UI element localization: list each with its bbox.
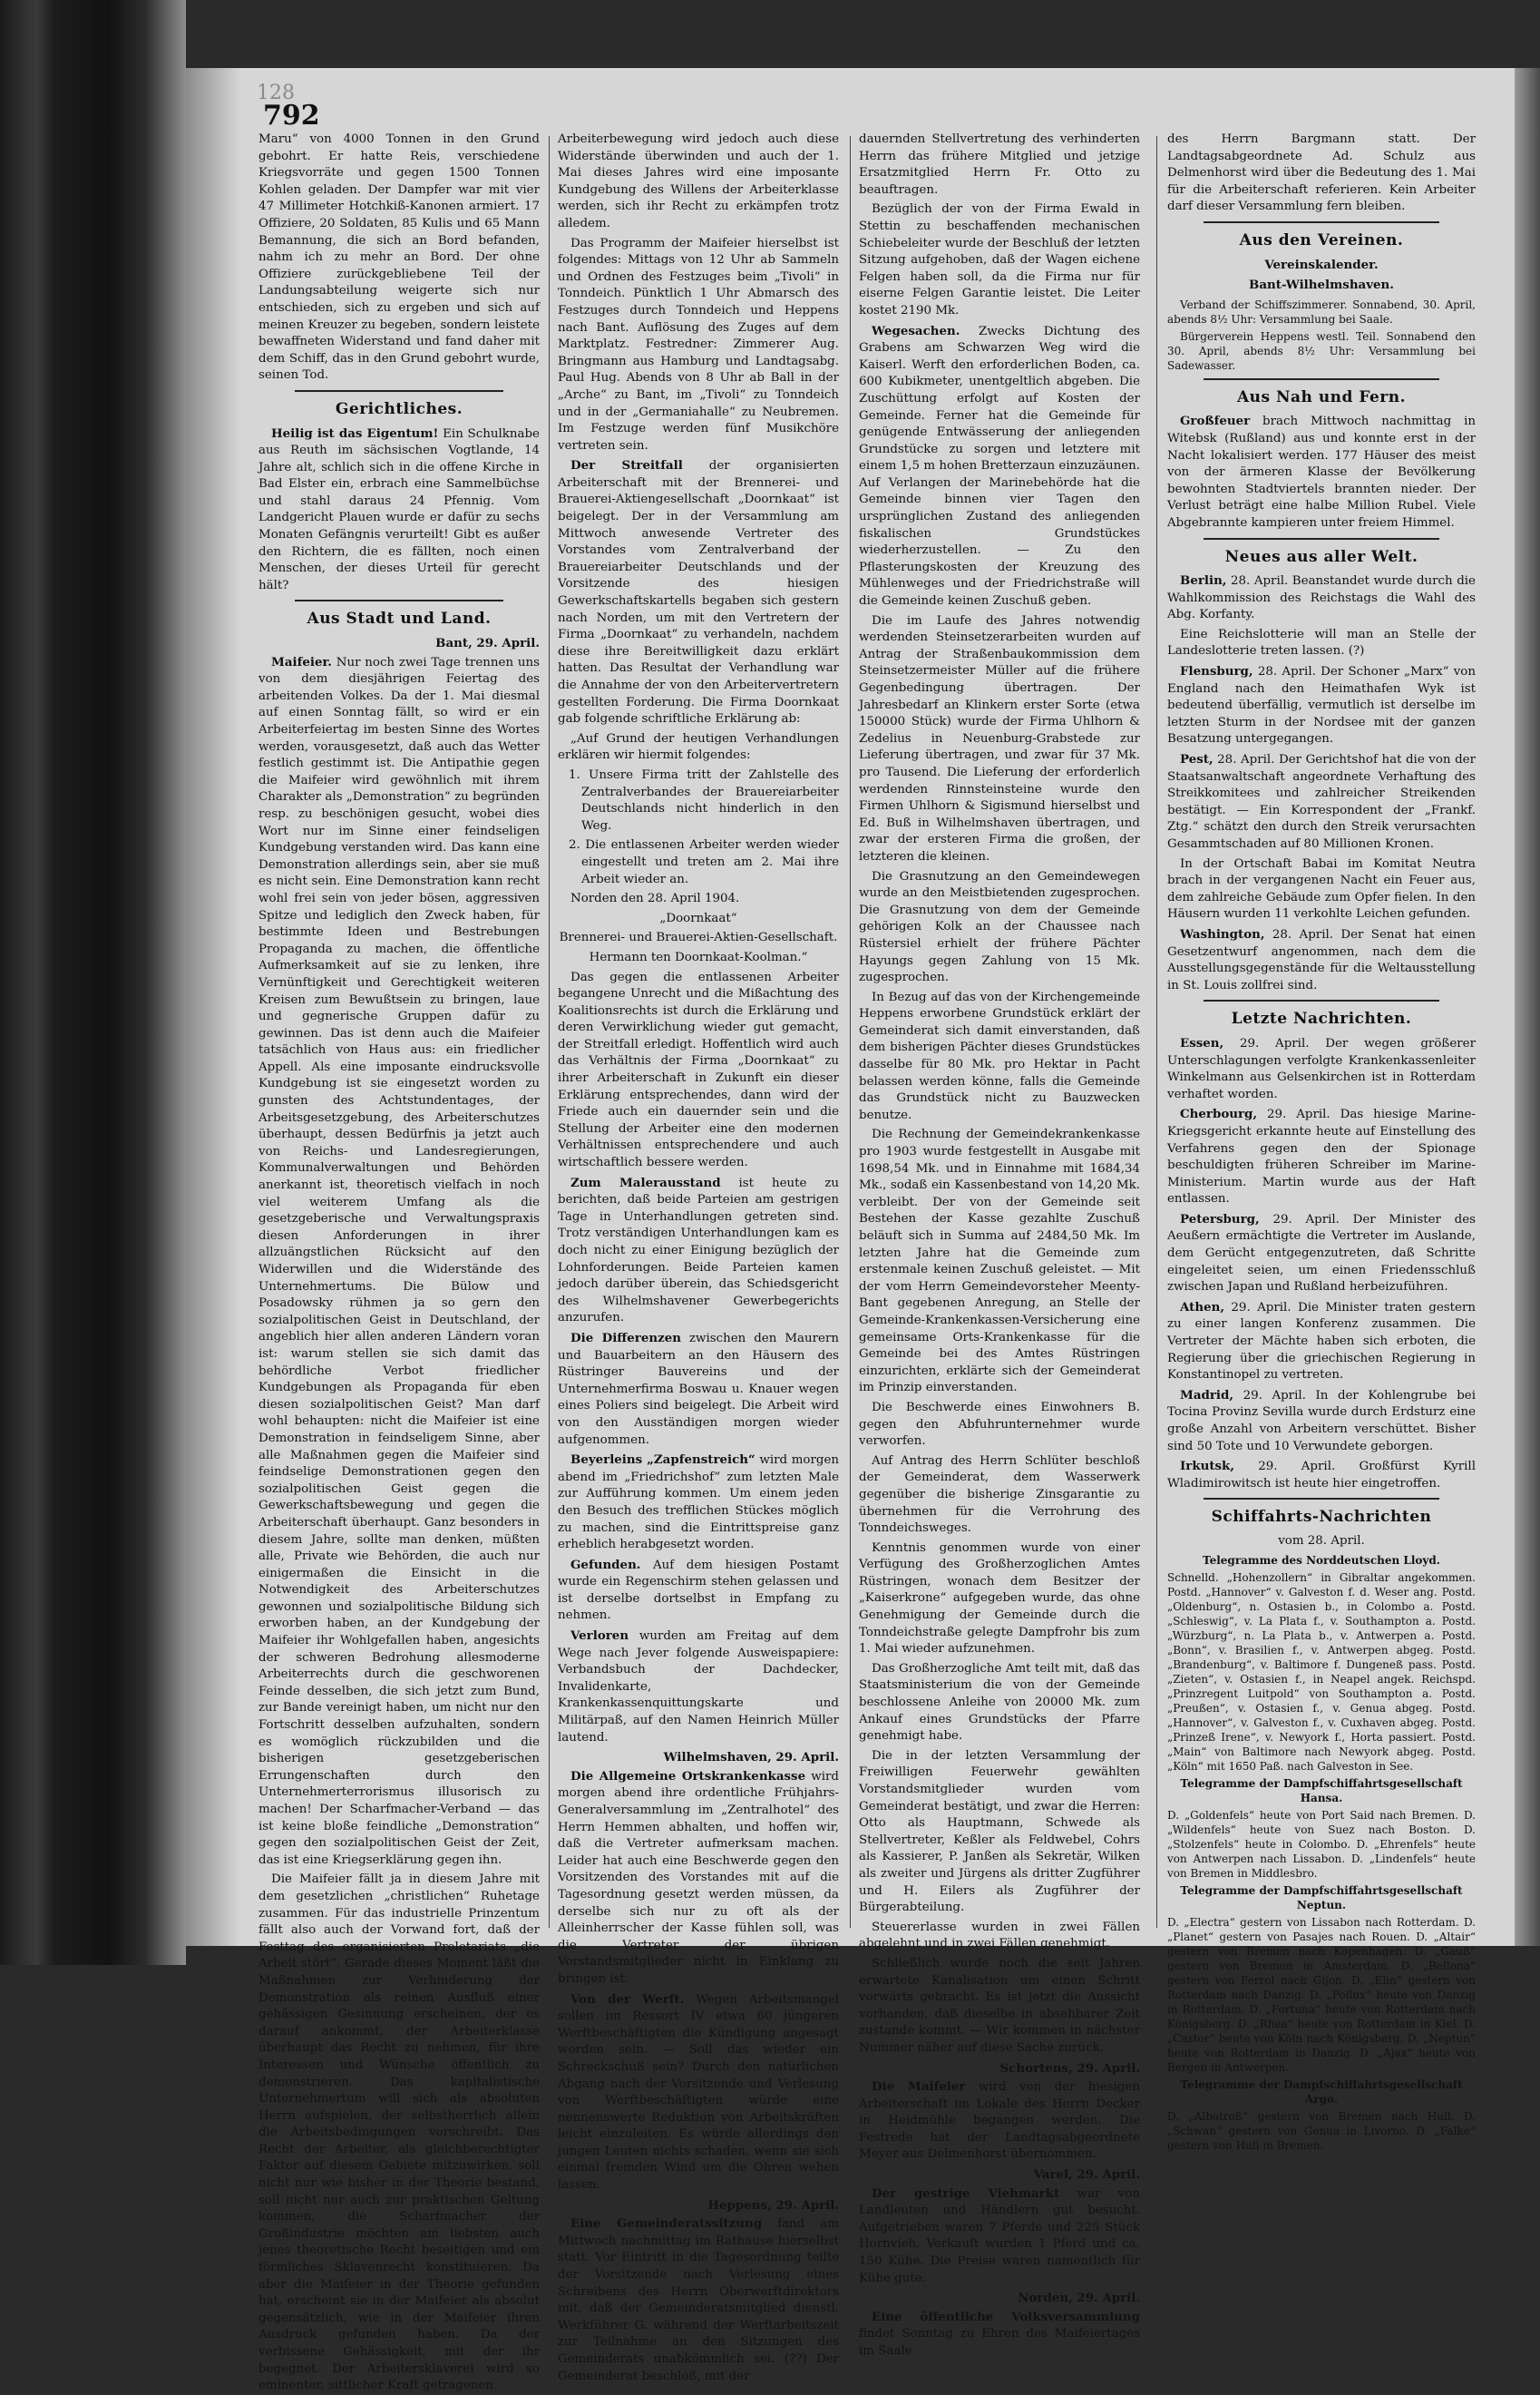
article-lead: Irkutsk,	[1180, 1459, 1234, 1474]
article-paragraph	[859, 323, 1140, 611]
article-text: 28. April. Der Gerichtshof hat die von der Staatsanwaltschaft angeordnete Verhaftung des Streikkomitees und zahlreicher Streikenden bestätigt. — Ein Korrespondent der „Frankf. Ztg.“ schätzt den durch den Streik verursachten Gesammtschaden auf 80 Millionen Kronen.	[1167, 753, 1476, 851]
article-paragraph	[558, 457, 839, 728]
article-lead: Verloren	[570, 1628, 629, 1644]
telegram-heading	[1167, 1553, 1476, 1568]
column-rule	[549, 136, 550, 1928]
article-paragraph	[1167, 572, 1476, 624]
sub-heading-text: Vereinskalender.	[1264, 257, 1379, 272]
article-paragraph	[1167, 1106, 1476, 1208]
telegram-heading-text: Telegramme der Dampfschiffahrtsgesellschaft Neptun.	[1180, 1883, 1463, 1911]
article-lead: Die Allgemeine Ortskrankenkasse	[570, 1768, 806, 1784]
divider	[295, 600, 503, 601]
list-item: 1. Unsere Firma tritt der Zahlstelle des Zentralverbandes der Brauereiarbeiter Deutschlands nicht hinderlich in den Weg.	[569, 767, 839, 833]
article-lead: Flensburg,	[1180, 664, 1253, 679]
article-lead: Maifeier.	[271, 654, 332, 670]
section-heading: Aus Stadt und Land.	[307, 610, 492, 629]
quote-text: „Auf Grund der heutigen Verhandlungen erklären wir hiermit folgendes:	[558, 731, 839, 763]
article-paragraph	[1167, 1458, 1476, 1492]
signature-date: Norden den 28. April 1904.	[570, 892, 740, 906]
article-paragraph: Die Beschwerde eines Einwohners B. gegen den Abfuhrunternehmer wurde verworfen.	[859, 1400, 1140, 1449]
article-paragraph	[1167, 1035, 1476, 1103]
shipping-list: Schnelld. „Hohenzollern“ in Gibraltar angekommen. Postd. „Hannover“ v. Galveston f. d. Weser ang. Postd. „Oldenburg“, n. Ostasien b., in Colombo a. Postd. „Schleswig“, v. La Plata f., v. Southampton a. Postd. „Würzburg“, n. La Plata b., v. Antwerpen a. Postd. „Bonn“, v. Brasilien f., v. Antwerpen abgeg. Postd. „Brandenburg“, v. Baltimore f. Dungeneß pass. Postd. „Zieten“, v. Ostasien f., in Neapel angek. Reichspd. „Prinzregent Luitpold“ von Southampton a. Postd. „Preußen“, v. Ostasien f., v. Genua abgeg. Postd. „Hannover“, v. Galveston f., v. Cuxhaven abgeg. Postd. „Prinzeß Irene“, v. Newyork f., Horta passiert. Postd. „Main“ von Baltimore nach Newyork abgeg. Postd. „Köln“ mit 1650 Paß. nach Galveston in See.	[1167, 1570, 1476, 1773]
dateline: Bant, 29. April.	[435, 636, 540, 651]
article-text: war von Landleuten und Händlern gut besucht. Aufgetrieben waren 7 Pferde und 225 Stück Hornvieh. Verkauft wurden 1 Pferd und ca. 150 Kühe. Die Preise waren namentlich für Kühe gute.	[859, 2186, 1140, 2285]
article-paragraph	[1167, 413, 1476, 532]
article-text: wird morgen abend ihre ordentliche Frühjahrs-Generalversammlung im „Zentralhotel“ des Herrn Hemmen abhalten, und hoffen wir, daß die Vertreter aufmerksam machen. Leider hat auch eine Beschwerde gegen den Vorsitzenden des Vorstandes mit auf die Tagesordnung gesetzt werden müssen, da derselbe sich nur zu oft als der Alleinherrscher der Kasse fühlen soll, was die Vertreter der übrigen Vorstandsmitglieder nicht in Einklang zu bringen ist.	[558, 1769, 839, 1986]
shipping-list: D. „Goldenfels“ heute von Port Said nach Bremen. D. „Wildenfels“ heute von Suez nach Boston. D. „Stolzenfels“ heute in Colombo. D. „Ehrenfels“ heute von Antwerpen nach Lissabon. D. „Lindenfels“ heute von Bremen in Middlesbro.	[1167, 1808, 1476, 1880]
article-paragraph: Die Rechnung der Gemeindekrankenkasse pro 1903 wurde festgestellt in Ausgabe mit 1698,54 Mk. und in Einnahme mit 1684,34 Mk., sodaß ein Kassenbestand von 14,20 Mk. verbleibt. Der von der Gemeinde seit Bestehen der Kasse gezahlte Zuschuß beläuft sich in Summa auf 2484,50 Mk. Im letzten Jahre hat die Gemeinde zum erstenmale keinen Zuschuß geleistet. — Mit der vom Herrn Gemeindevorsteher Meenty-Bant gegebenen Anregung, an Stelle der Gemeinde-Krankenkassen-Versicherung eine gemeinsame Orts-Krankenkasse für die Gemeinde bei des Amtes Rüstringen einzurichten, erklärte sich der Gemeinderat im Prinzip einverstanden.	[859, 1128, 1140, 1395]
article-paragraph	[258, 654, 540, 1870]
article-lead: Eine Gemeinderatssitzung	[570, 2216, 763, 2232]
article-text: wurden am Freitag auf dem Wege nach Jever folgende Ausweispapiere: Verbandsbuch der Dachdecker, Invalidenkarte, Krankenkassenquittungskarte und Militärpaß, auf den Namen Heinrich Müller lautend.	[558, 1629, 839, 1745]
article-text: findet Sonntag zu Ehren des Maifeiertages im Saale	[859, 2327, 1140, 2358]
article-paragraph	[558, 1330, 839, 1449]
column-4	[1167, 132, 1476, 2152]
section-heading: Gerichtliches.	[335, 399, 463, 418]
article-paragraph	[1167, 926, 1476, 994]
article-text: 28. April. Der Senat hat einen Gesetzentwurf angenommen, nach dem die Ausstellungsgegenstände für die Weltausstellung in St. Louis zollfrei sind.	[1167, 927, 1476, 992]
article-paragraph: Das gegen die entlassenen Arbeiter begangene Unrecht und die Mißachtung des Koalitionsrechts ist durch die Erklärung und deren Verwirklichung wieder gut gemacht, der Streitfall erledigt. Hoffentlich wird auch das Verhältnis der Firma „Doornkaat“ zu ihrer Arbeiterschaft in Zukunft ein dieser Erklärung entsprechendes, dann wird der Friede auch ein dauernder sein und die Stellung der Arbeiter eine den modernen Verhältnissen entsprechendere und auch wirtschaftlich bessere werden.	[558, 970, 839, 1170]
club-notice: Bürgerverein Heppens westl. Teil. Sonnabend den 30. April, abends 8½ Uhr: Versammlung bei Sadewasser.	[1167, 329, 1476, 372]
article-paragraph	[558, 2215, 839, 2385]
newspaper-page	[186, 68, 1515, 2393]
article-paragraph	[859, 2309, 1140, 2361]
article-text: Auf dem hiesigen Postamt wurde ein Regenschirm stehen gelassen und ist derselbe dortselbst in Empfang zu nehmen.	[558, 1558, 839, 1623]
article-text: der organisierten Arbeiterschaft mit der Brennerei- und Brauerei-Aktiengesellschaft „Doornkaat“ ist beigelegt. Der in der Versammlung am Mittwoch anwesende Vertreter des Vorstandes vom Zentralverband der Brauereiarbeiter Deutschlands und der Vorsitzende des hiesigen Gewerkschaftskartells begaben sich gestern nach Norden, um mit den Vertretern der Firma „Doornkaat“ zu verhandeln, nachdem diese ihre Bereitwilligkeit dazu erklärt hatten. Das Resultat der Verhandlung war die Annahme der von den Arbeitervertretern gestellten Forderung. Die Firma Doornkaat gab folgende schriftliche Erklärung ab:	[558, 459, 839, 727]
article-text: wird von der hiesigen Arbeiterschaft im Lokale des Herrn Decker in Heidmühle begangen werden. Die Festrede hat der Landtagsabgeordnete Meyer aus Delmenhorst übernommen.	[859, 2080, 1140, 2162]
club-notice: Verband der Schiffszimmerer. Sonnabend, 30. April, abends 8½ Uhr: Versammlung bei Saale.	[1167, 298, 1476, 326]
column-3	[859, 132, 1140, 2358]
column-1	[258, 132, 540, 2393]
divider	[1204, 1000, 1439, 1002]
list-item: 2. Die entlassenen Arbeiter werden wieder eingestellt und treten am 2. Mai ihre Arbeit wieder an.	[569, 838, 839, 886]
dateline: Norden, 29. April.	[1018, 2291, 1140, 2306]
article-text: 29. April. Der Minister des Aeußern ermächtigte die Vertreter im Auslande, dem Gerücht entgegenzutreten, daß Schritte eingeleitet seien, um einen Friedensschluß zwischen Japan und Rußland herbeizuführen.	[1167, 1212, 1476, 1295]
column-rule	[850, 136, 851, 1928]
article-paragraph	[859, 2185, 1140, 2288]
divider	[295, 390, 503, 392]
sub-heading	[1167, 257, 1476, 275]
article-lead: Berlin,	[1180, 573, 1227, 589]
article-paragraph: Eine Reichslotterie will man an Stelle der Landeslotterie treten lassen. (?)	[1167, 627, 1476, 659]
telegram-heading	[1167, 2077, 1476, 2107]
sub-heading	[1167, 277, 1476, 295]
article-paragraph	[1167, 751, 1476, 854]
section-heading: Aus Nah und Fern.	[1236, 387, 1407, 406]
article-lead: Gefunden.	[570, 1557, 641, 1572]
article-text: des Herrn Bargmann statt. Der Landtagsabgeordnete Ad. Schulz aus Delmenhorst wird über die Bedeutung des 1. Mai für die Arbeiterschaft referieren. Kein Arbeiter darf dieser Versammlung fern bleiben.	[1167, 132, 1476, 214]
telegram-heading-text: Telegramme der Dampfschiffahrtsgesellschaft Hansa.	[1180, 1776, 1463, 1804]
article-lead: Von der Werft.	[570, 1991, 685, 2007]
article-paragraph: Die in der letzten Versammlung der Freiwilligen Feuerwehr gewählten Vorstandsmitglieder wurden vom Gemeinderat bestätigt, und zwar die Herren: Otto als Hauptmann, Schwede als Stellvertreter, Keßler als Feldwebel, Cohrs als Kassierer, P. Janßen als Sekretär, Wilken als zweiter und Jürgens als dritter Zugführer und H. Eilers als Zugführer der Bürgerabteilung.	[859, 1748, 1140, 1915]
article-text: 29. April. Das hiesige Marine-Kriegsgericht erkannte heute auf Einstellung des Verfahrens gegen den der Spionage beschuldigten früheren Schreiber im Marine-Ministerium. Martin wurde aus der Haft entlassen.	[1167, 1108, 1476, 1207]
article-lead: Washington,	[1180, 926, 1265, 942]
article-paragraph: Das Großherzogliche Amt teilt mit, daß das Staatsministerium die von der Gemeinde beschlossene Anleihe von 20000 Mk. zum Ankauf eines Grundstücks der Pfarre genehmigt habe.	[859, 1661, 1140, 1744]
section-heading: Aus den Vereinen.	[1239, 230, 1404, 249]
article-lead: Athen,	[1180, 1299, 1224, 1315]
article-lead: Beyerleins „Zapfenstreich“	[570, 1452, 755, 1468]
article-text: zwischen den Maurern und Bauarbeitern an den Häusern des Rüstringer Bauvereins und der Unternehmerfirma Boswau u. Knauer wegen eines Poliers sind beigelegt. Die Arbeit wird von den Ausständigen morgen wieder aufgenommen.	[558, 1331, 839, 1447]
article-paragraph	[1167, 1387, 1476, 1455]
article-paragraph	[258, 425, 540, 595]
article-paragraph: In Bezug auf das von der Kirchengemeinde Heppens erworbene Grundstück erklärt der Gemeinderat sich damit einverstanden, daß dem bisherigen Pächter dieses Grundstückes dasselbe für 80 Mk. pro Hektar in Pacht belassen werden könne, falls die Gemeinde das Grundstück nicht zu Bauzwecken benutze.	[859, 990, 1140, 1122]
article-text: Zwecks Dichtung des Grabens am Schwarzen Weg wird die Kaiserl. Werft den erforderlichen Boden, ca. 600 Kubikmeter, unentgeltlich abgeben. Die Zuschüttung erfolgt auf Kosten der Gemeinde. Ferner hat die Gemeinde für genügende Entwässerung der anliegenden Grundstücke zu sorgen und letztere mit einem 1,5 m hohen Bretterzaun einzuzäunen. Auf Verlangen der Marinebehörde hat die Gemeinde binnen vier Tagen den ursprünglichen Zustand des anliegenden fiskalischen Grundstückes wiederherzustellen. — Zu den Pflasterungskosten der Kreuzung des Mühlenweges und der Friedrichstraße will die Gemeinde keinen Zuschuß geben.	[859, 324, 1140, 609]
article-lead: Madrid,	[1180, 1387, 1234, 1403]
article-paragraph	[859, 2078, 1140, 2164]
article-lead: Pest,	[1180, 752, 1213, 767]
article-paragraph: Die im Laufe des Jahres notwendig werdenden Steinsetzerarbeiten wurden auf Antrag der Straßenbaukommission dem Steinsetzermeister Müller auf die frühere Gegenbedingung übertragen. Der Jahresbedarf an Klinkern erster Sorte (etwa 150000 Stück) wurde der Firma Uhlhorn & Zedelius in Neuenburg-Grabstede zur Lieferung übertragen, und zwar für 37 Mk. pro Tausend. Die Lieferung der erforderlich werdenden Rinnsteinsteine wurde den Firmen Uhlhorn & Sigismund hierselbst und Ed. Buß in Wilhelmshaven übertragen, und zwar der ersteren Firma die großen, der letzteren die kleinen.	[859, 613, 1140, 864]
article-text: dauernden Stellvertretung des verhinderten Herrn das frühere Mitglied und jetzige Ersatzmitglied Herrn Fr. Otto zu beauftragen.	[859, 132, 1140, 197]
article-lead: Zum Malerausstand	[570, 1175, 721, 1190]
article-paragraph: Die Grasnutzung an den Gemeindewegen wurde an den Meistbietenden zugesprochen. Die Grasnutzung von dem der Gemeinde gehörigen Kolk an der Chaussee nach Rüstersiel erhielt der frühere Pächter Hayungs gegen Zahlung von 15 Mk. zugesprochen.	[859, 869, 1140, 985]
article-paragraph	[558, 1452, 839, 1554]
article-lead: Großfeuer	[1180, 414, 1251, 429]
article-lead: Die Maifeier	[872, 2079, 966, 2095]
telegram-heading-text: Telegramme der Dampfschiffahrtsgesellschaft Argo.	[1180, 2077, 1463, 2106]
article-lead: Eine öffentliche Volksversammlung	[872, 2309, 1140, 2324]
article-paragraph: Die Maifeier fällt ja in diesem Jahre mit dem gesetzlichen „christlichen“ Ruhetage zusammen. Für das industrielle Prinzentum fällt also auch der Vorwand fort, daß der Festtag des organisierten Proletariats „die Arbeit stört“. Gerade dieses Moment läßt die Maßnahmen zur Verhinderung der Demonstration als reinen Ausfluß einer gehässigen Gesinnung erscheinen, der es darauf ankommt, der Arbeiterklasse überhaupt das Recht zu nehmen, für ihre Interessen und Wünsche öffentlich zu demonstrieren. Das kapitalistische Unternehmertum will sich als absoluten Herrn aufspielen, der selbstherrlich allein die Arbeitsbedingungen vorschreibt. Das Recht der Arbeiter, als gleichberechtigter Faktor auf diesem Gebiete mitzuwirken, soll nicht nur wie bisher in der Theorie bestand, soll nicht nur auch zur praktischen Geltung kommen, die Scharfmacher der Großindustrie möchten am liebsten auch jenes theoretische Recht beseitigen und ein förmliches Sklavenrecht konstituieren. Da aber die Maifeier in der Theorie gefunden hat, erscheint sie in der Maifeier als absolut gegensätzlich, wie in der Maifeier ihren Ausdruck gefunden haben. Da der verbissene Gehässigkeit, mit der ihr begegnet. Der Arbeitersklaverei wird so eminenter, sittlicher Kraft getragenen	[258, 1872, 540, 2393]
article-text: Wegen Arbeitsmangel sollen im Ressort IV etwa 60 jüngeren Werftbeschäftigten die Kündigung angesagt worden sein. — Soll das wieder ein Schreckschuß sein? Durch den natürlichen Abgang nach der Vorsitzende und Verlesung von Werftbeschäftigten würde eine nennenswerte Reduktion von Arbeitskräften leicht einzuleiten. Es würde allerdings den jungen Leuten nichts schaden, wenn sie sich einmal fremden Wind um die Ohren wehen lassen.	[558, 1992, 840, 2193]
article-text: ist heute zu berichten, daß beide Parteien am gestrigen Tage in Unterhandlungen getreten sind. Trotz verständigen Unterhandlungen kam es doch nicht zu einer Einigung bezüglich der Lohnforderungen. Beide Parteien kamen jedoch darüber überein, das Schiedsgericht des Wilhelmshavener Gewerbegerichts anzurufen.	[558, 1176, 840, 1325]
dateline: Schortens, 29. April.	[999, 2060, 1140, 2076]
article-lead: Heilig ist das Eigentum!	[271, 425, 439, 441]
divider	[1204, 538, 1439, 540]
article-text: 29. April. Großfürst Kyrill Wladimirowitsch ist heute hier eingetroffen.	[1167, 1460, 1476, 1491]
article-lead: Petersburg,	[1180, 1211, 1260, 1227]
article-paragraph	[558, 1628, 839, 1746]
faint-page-number: 128	[257, 82, 295, 104]
article-paragraph	[558, 1991, 839, 2195]
telegram-heading-text: Telegramme des Norddeutschen Lloyd.	[1203, 1553, 1440, 1567]
shipping-list: D. „Electra“ gestern von Lissabon nach Rotterdam. D. „Planet“ gestern von Pasajes nach Rouen. D. „Altair“ gestern von Bremen nach Kopenhagen. D. „Gauß“ gestern von Bremen in Amsterdam. D. „Bellona“ gestern von Ferrol nach Gijon. D. „Elin“ gestern von Rotterdam nach Danzig. D. „Pollux“ heute von Danzig in Rotterdam. D. „Fortuna“ heute von Rotterdam nach Königsberg. D. „Rhea“ heute von Rotterdam in Kiel. D. „Castor“ heute von Köln nach Königsberg. D. „Neptun“ heute von Rotterdam in Danzig. D. „Ajax“ heute von Bergen in Antwerpen.	[1167, 1915, 1476, 2074]
article-text: 29. April. Die Minister traten gestern zu einer langen Konferenz zusammen. Die Vertreter der Mächte haben sich erboten, die Regierung über die griechischen Regierung in Konstantinopel zu vertreten.	[1167, 1300, 1476, 1383]
article-lead: Essen,	[1180, 1035, 1224, 1051]
column-rule	[1156, 136, 1157, 1928]
article-text: Ein Schulknabe aus Reuth im sächsischen Vogtlande, 14 Jahre alt, schlich sich in die offene Kirche in Bad Elster ein, erbrach eine Sammelbüchse und stahl daraus 24 Pfennig. Vom Landgericht Plauen wurde er dafür zu sechs Monaten Gefängnis verurteilt! Gibt es außer den Richtern, die es fällten, noch einen Menschen, der dieses Urteil für gerecht hält?	[258, 426, 540, 592]
dateline: Varel, 29. April.	[1033, 2167, 1140, 2183]
signature-line: Brennerei- und Brauerei-Aktien-Gesellschaft.	[559, 931, 838, 945]
article-lead: Wegesachen.	[872, 323, 960, 338]
article-paragraph: Das Programm der Maifeier hierselbst ist folgendes: Mittags von 12 Uhr ab Sammeln und Ordnen des Festzuges beim „Tivoli“ in Tonndeich. Pünktlich 1 Uhr Abmarsch des Festzuges durch Tonndeich und Heppens nach Bant. Auflösung des Zuges auf dem Marktplatz. Festredner: Zimmerer Aug. Bringmann aus Hamburg und Landtagsabg. Paul Hug. Abends von 8 Uhr ab Ball in der „Arche“ zu Bant, im „Tivoli“ zu Tonndeich und in der „Germaniahalle“ zu Neubremen. Im Festzuge werden fünf Musikchöre vertreten sein.	[558, 236, 839, 453]
dateline: Wilhelmshaven, 29. April.	[663, 1750, 839, 1765]
article-text: 29. April. In der Kohlengrube bei Tocina Provinz Sevilla wurde durch Erdsturz eine große Anzahl von Arbeitern verschüttet. Bisher sind 50 Tote und 10 Verwundete geborgen.	[1167, 1388, 1476, 1453]
article-paragraph: Steuererlasse wurden in zwei Fällen abgelehnt und in zwei Fällen genehmigt.	[859, 1920, 1140, 1951]
divider	[1204, 378, 1439, 380]
article-text: Arbeiterbewegung wird jedoch auch diese Widerstände überwinden und auch der 1. Mai dieses Jahres wird eine imposante Kundgebung des Willens der Arbeiterklasse werden, sich ihr Recht zu erkämpfen trotz alledem.	[558, 132, 839, 230]
article-paragraph: In der Ortschaft Babai im Komitat Neutra brach in der vergangenen Nacht ein Feuer aus, dem zahlreiche Gebäude zum Opfer fielen. In den Häusern wurden 11 verkohlte Leichen gefunden.	[1167, 856, 1476, 922]
article-paragraph: Kenntnis genommen wurde von einer Verfügung des Großherzoglichen Amtes Rüstringen, wonach dem Besitzer der „Kaiserkrone“ aufgegeben wurde, das ohne Genehmigung der Gemeinde durch die Tonndeichstraße gelegte Dampfrohr bis zum 1. Mai wieder aufzunehmen.	[859, 1540, 1140, 1657]
section-heading: Letzte Nachrichten.	[1231, 1010, 1412, 1029]
article-paragraph	[558, 1768, 839, 1989]
dateline: Heppens, 29. April.	[707, 2197, 839, 2213]
article-text: 29. April. Der wegen größerer Unterschlagungen verfolgte Krankenkassenleiter Winkelmann aus Gelsenkirchen ist in Rotterdam verhaftet worden.	[1167, 1036, 1476, 1101]
column-2	[558, 132, 840, 2383]
article-lead: Der Streitfall	[570, 458, 683, 474]
telegram-heading	[1167, 1776, 1476, 1805]
divider	[1204, 221, 1439, 223]
article-lead: Die Differenzen	[570, 1330, 681, 1345]
article-text: wird morgen abend im „Friedrichshof“ zum letzten Male zur Aufführung kommen. Um einem jeden den Besuch des trefflichen Stückes möglich zu machen, sind die Eintrittspreise ganz erheblich herabgesetzt worden.	[558, 1453, 839, 1552]
article-text: 28. April. Der Schoner „Marx“ von England nach den Heimathafen Wyk ist bedeutend überfällig, vermutlich ist derselbe im letzten Sturm in der Nordsee mit der ganzen Besatzung untergegangen.	[1167, 665, 1476, 747]
sub-heading: vom 28. April.	[1278, 1533, 1365, 1548]
page-edge	[1515, 68, 1540, 1946]
article-text: fand am Mittwoch nachmittag im Rathause hierselbst statt. Vor Eintritt in die Tagesordnung teilte der Vorsitzende nach Verlesung eines Schreibens des Herrn Oberwerftdirektors mit, daß der Gemeinderatsmitglied dienstl. Werkführer G. während der Werftarbeitszeit zur Teilnahme an den Sitzungen des Gemeinderats unabkömmlich sei. (??) Der Gemeinderat beschloß, mit der	[558, 2217, 839, 2383]
section-heading: Schiffahrts-Nachrichten	[1211, 1508, 1432, 1527]
article-text: 28. April. Beanstandet wurde durch die Wahlkommission des Reichstags die Wahl des Abg. Korfanty.	[1167, 574, 1476, 622]
article-paragraph	[1167, 1299, 1476, 1384]
article-lead: Cherbourg,	[1180, 1107, 1258, 1122]
sub-heading-text: Bant-Wilhelmshaven.	[1249, 278, 1394, 293]
article-text: brach Mittwoch nachmittag in Witebsk (Rußland) aus und konnte erst in der Nacht lokalisiert werden. 177 Häuser des meist von der ärmeren Klasse der Bevölkerung bewohnten Stadtviertels brannten nieder. Der Verlust beträgt eine halbe Million Rubel. Viele Abgebrannte kampieren unter freiem Himmel.	[1167, 415, 1476, 530]
telegram-heading	[1167, 1883, 1476, 1912]
article-paragraph	[558, 1557, 839, 1625]
article-paragraph: Bezüglich der von der Firma Ewald in Stettin zu beschaffenden mechanischen Schiebeleiter wurde der Beschluß der letzten Sitzung aufgehoben, daß der Wagen eichene Felgen haben soll, da die Firma nur für eiserne Felgen Garantie leistet. Die Leiter kostet 2190 Mk.	[859, 202, 1140, 318]
section-heading: Neues aus aller Welt.	[1224, 547, 1418, 566]
article-paragraph: Schließlich wurde noch die seit Jahren erwartete Kanalisation um einen Schritt vorwärts gebracht. Es ist jetzt die Aussicht vorhanden, daß dieselbe in absehbarer Zeit zustande kommt. — Wir kommen in nächster Nummer näher auf diese Sache zurück.	[859, 1956, 1140, 2055]
article-lead: Der gestrige Viehmarkt	[872, 2185, 1060, 2201]
signature-line: Hermann ten Doornkaat-Koolman.“	[589, 950, 808, 964]
divider	[1204, 1498, 1439, 1500]
shipping-list: D. „Albatroß“ gestern von Bremen nach Hull. D. „Schwan“ gestern von Genua in Livorno. D. „Falke“ gestern von Hull in Bremen.	[1167, 2109, 1476, 2152]
article-paragraph	[1167, 663, 1476, 748]
article-paragraph: Auf Antrag des Herrn Schlüter beschloß der Gemeinderat, dem Wasserwerk gegenüber die bisherige Zinsgarantie zu übernehmen für die Verrohrung des Tonndeichsweges.	[859, 1453, 1140, 1536]
page-number: 792	[263, 100, 320, 132]
article-text: Maru“ von 4000 Tonnen in den Grund gebohrt. Er hatte Reis, verschiedene Kriegsvorräte und gegen 1500 Tonnen Kohlen geladen. Der Dampfer war mit vier 47 Millimeter Hotchkiß-Kanonen armiert. 17 Offiziere, 20 Soldaten, 85 Kulis und 65 Mann Bemannung, die sich an Bord befanden, nahm ich zu mehr an Bord. Der ohne Offiziere zurückgebliebene Teil der Landungsabteilung weigerte sich nur entschieden, sich zu ergeben und sich auf meinen Kreuzer zu begeben, sondern leistete bewaffneten Widerstand und fand daher mit dem Schiff, das in den Grund gebohrt wurde, seinen Tod.	[258, 132, 540, 383]
article-text: Nur noch zwei Tage trennen uns von dem diesjährigen Feiertag des arbeitenden Volkes. Da der 1. Mai diesmal auf einen Sonntag fällt, so wird er ein Arbeiterfeiertag im besten Sinne des Wortes werden, vorausgesetzt, daß auch das Wetter festlich gestimmt ist. Die Antipathie gegen die Maifeier wird gewöhnlich mit ihrem Charakter als „Demonstration“ zu begründen resp. zu beschönigen gesucht, wobei dies Wort nur im Sinne einer feindseligen Kundgebung verstanden wird. Das kann eine Demonstration allerdings sein, aber sie muß es nicht sein. Eine Demonstration kann recht wohl frei sein von jeder bösen, aggressiven Spitze und lediglich den Zweck haben, für bestimmte Ideen und Bestrebungen Propaganda zu machen, die öffentliche Aufmerksamkeit auf sie zu lenken, ihre Vernünftigkeit und Gerechtigkeit weiteren Kreisen zum Bewußtsein zu bringen, laue und gegnerische Gruppen dafür zu gewinnen. Das ist denn auch die Maifeier tatsächlich von Haus aus: ein friedlicher Appell. Als eine imposante eindrucksvolle Kundgebung ist sie eingesetzt worden zu gunsten des Achtstundentages, der Arbeitsgesetzgebung, des Arbeiterschutzes überhaupt, dessen Bedürfnis ja jetzt auch von Reichs- und Landesregierungen, Kommunalverwaltungen und Behörden anerkannt ist, theoretisch vielfach in noch viel weiterem Umfang als die gesetzgeberische und Verwaltungspraxis diesen Anforderungen in ihrer allzuängstlichen Rücksicht auf den Widerwillen und die Widerstände des Unternehmertums. Die Bülow und Posadowsky rühmen ja so gern den sozialpolitischen Geist in Deutschland, der angeblich hier allen anderen Ländern voran ist: warum stellen sie sich damit das behördliche Verbot friedlicher Kundgebungen als Propaganda für eben diesen sozialpolitischen Geist? Man darf wohl behaupten: nicht die Maifeier ist eine Demonstration in feindseligem Sinne, aber alle Maßnahmen gegen die Maifeier sind feindselige Demonstrationen gegen den sozialpolitischen Geist gegen die Gewerkschaftsbewegung und gegen die Arbeiterschaft überhaupt. Ganz besonders in diesem Jahre, sollte man denken, müßten alle, Private wie Behörden, die auch nur einigermaßen die Einsicht in die Notwendigkeit des Arbeiterschutzes gewonnen und sozialpolitische Bildung sich erworben haben, an der Kundgebung der Maifeier ihr Wohlgefallen haben, angesichts der schweren Bedrohung allesmoderne Arbeiterrechts durch die geschworenen Feinde desselben, die sich jetzt zum Bund, zur Bande vereinigt haben, um nicht nur den Fortschritt desselben aufzuhalten, sondern es womöglich rückzubilden und die bisherigen gesetzgeberischen Errungenschaften durch den Unternehmerterrorismus illusorisch zu machen! Der Scharfmacher-Verband — das ist keine bloße feindliche „Demonstration“ gegen den sozialpolitischen Geist der Zeit, das ist eine Kriegserklärung gegen ihn.	[258, 655, 540, 1867]
book-spine	[0, 0, 186, 1965]
article-paragraph	[1167, 1211, 1476, 1296]
signature-line: „Doornkaat“	[659, 911, 737, 925]
article-paragraph	[558, 1175, 839, 1327]
